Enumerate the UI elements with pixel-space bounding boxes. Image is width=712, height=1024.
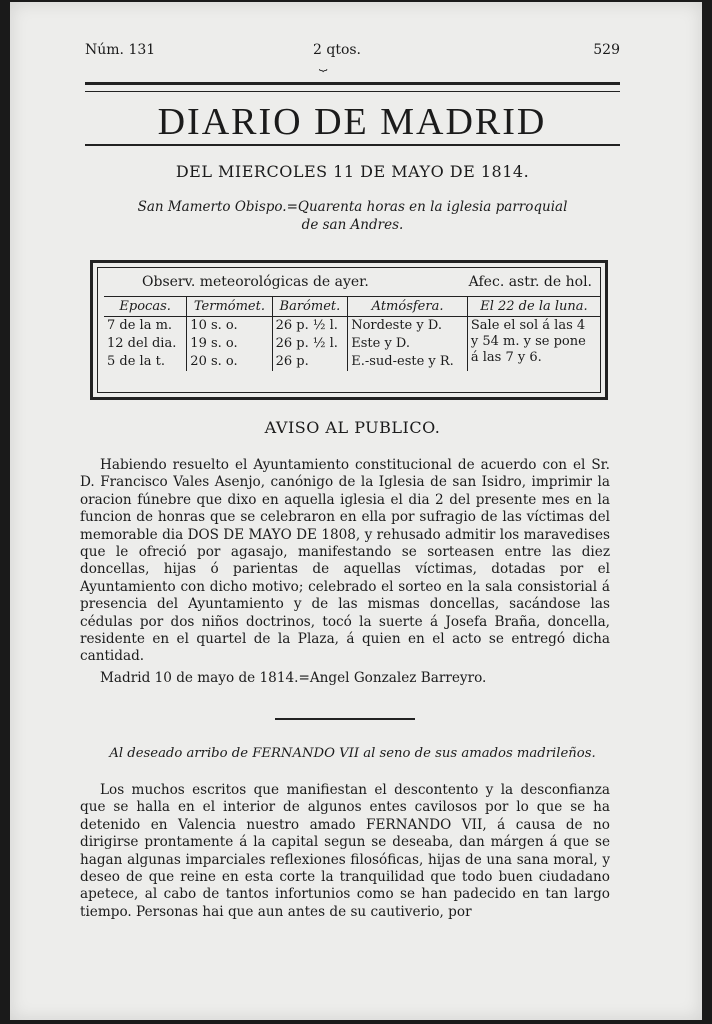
meteo-table	[104, 296, 600, 371]
article-heading: Al deseado arribo de FERNANDO VII al seno de sus amados madrileños.	[109, 746, 596, 761]
epoca-cell: 5 de la t.	[104, 353, 187, 371]
term-cell: 10 s. o.	[187, 317, 272, 336]
atmos-cell: Este y D.	[348, 335, 468, 353]
meteo-right-title: Afec. astr. de hol.	[468, 274, 592, 290]
col-termomet: Termómet.	[187, 297, 272, 317]
col-luna: El 22 de la luna.	[467, 297, 600, 317]
baro-cell: 26 p. ½ l.	[272, 335, 348, 353]
meteo-inner-border	[97, 267, 601, 393]
article-body: Los muchos escritos que manifiestan el descontento y la desconfianza que se halla en el interior de algunos entes cavilosos por lo que se ha detenido en Valencia nuestro amado FERNANDO VII, á causa de no dirigirse prontamente á la capital segun se deseaba, dan márgen á que se hagan algunas imparciales reflexiones filosóficas, hijas de una sana moral, y deseo de que reine en esta corte la tranquilidad que todo buen ciudadano apetece, al cabo de tantos infortunios como se han padecido en tan largo tiempo. Personas hai que aun antes de su cautiverio, por	[80, 782, 610, 920]
col-epocas: Epocas.	[104, 297, 187, 317]
col-baromet: Barómet.	[272, 297, 348, 317]
newspaper-page	[10, 2, 702, 1020]
col-atmosfera: Atmósfera.	[348, 297, 468, 317]
saint-line-2: de san Andres.	[301, 217, 404, 233]
atmos-cell: Nordeste y D.	[348, 317, 468, 336]
luna-cell: Sale el sol á las 4 y 54 m. y se pone á las 7 y 6.	[470, 318, 586, 365]
masthead-bottom-rule	[85, 144, 620, 148]
issue-number: Núm. 131	[85, 42, 156, 58]
baro-cell: 26 p. ½ l.	[272, 317, 348, 336]
page-number: 529	[593, 42, 620, 58]
aviso-body: Habiendo resuelto el Ayuntamiento constitucional de acuerdo con el Sr. D. Francisco Vales Asenjo, canónigo de la Iglesia de san Isidro, imprimir la oracion fúnebre que dixo en aquella iglesia el dia 2 del presente mes en la funcion de honras que se celebraron en ella por sufragio de las víctimas del memorable dia DOS DE MAYO DE 1808, y rehusado admitir los maravedises que le ofreció por agasajo, manifestando se sorteasen entre las diez doncellas, hijas ó parientas de aquellas víctimas, dotadas por el Ayuntamiento con dicho motivo; celebrado el sorteo en la sala consistorial á presencia del Ayuntamiento y de las mismas doncellas, sacándose las cédulas por dos niños doctrinos, tocó la suerte á Josefa Braña, doncella, residente en el quartel de la Plaza, á quien en el acto se entregó dicha cantidad.	[80, 457, 610, 665]
atmos-cell: E.-sud-este y R.	[348, 353, 468, 371]
term-cell: 20 s. o.	[187, 353, 272, 371]
epoca-cell: 7 de la m.	[104, 317, 187, 336]
baro-cell: 26 p.	[272, 353, 348, 371]
table-row	[104, 317, 600, 336]
price: 2 qtos.	[313, 42, 362, 58]
saint-of-day	[80, 198, 625, 234]
aviso-signature: Madrid 10 de mayo de 1814.=Angel Gonzalez Barreyro.	[100, 670, 487, 686]
issue-date: DEL MIERCOLES 11 DE MAYO DE 1814.	[175, 162, 530, 181]
aviso-title: AVISO AL PUBLICO.	[264, 418, 441, 437]
epoca-cell: 12 del dia.	[104, 335, 187, 353]
meteo-left-title: Observ. meteorológicas de ayer.	[142, 274, 369, 290]
masthead-top-rule	[85, 82, 620, 92]
section-divider	[275, 718, 415, 720]
meteo-box	[90, 260, 608, 400]
top-line	[85, 42, 620, 72]
brace-ornament: ⏟	[319, 56, 328, 72]
masthead-title: DIARIO DE MADRID	[157, 101, 547, 143]
term-cell: 19 s. o.	[187, 335, 272, 353]
saint-line-1: San Mamerto Obispo.=Quarenta horas en la iglesia parroquial	[137, 199, 568, 215]
